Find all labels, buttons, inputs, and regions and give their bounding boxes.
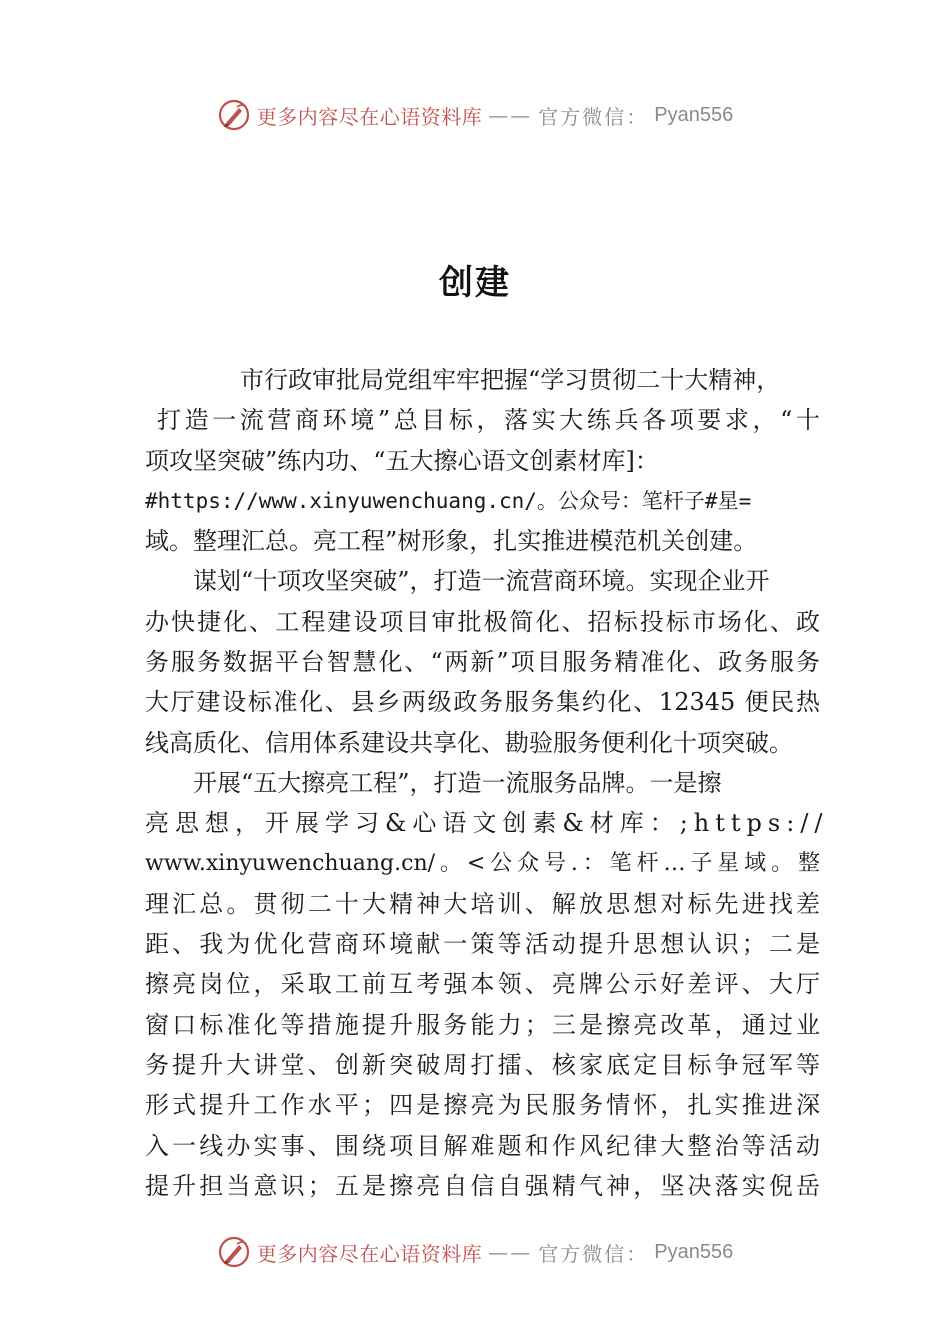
body-line: 打造一流营商环境”总目标，落实大练兵各项要求，“十 bbox=[157, 406, 820, 435]
banner-dash: —— bbox=[488, 1240, 533, 1264]
body-line: 窗口标准化等措施提升服务能力；三是擦亮改革，通过业 bbox=[145, 1010, 820, 1039]
body-line: 形式提升工作水平；四是擦亮为民服务情怀，扎实推进深 bbox=[145, 1091, 820, 1120]
wechat-label: 官方微信： bbox=[538, 1241, 649, 1266]
body-line: #https://www.xinyuwenchuang.cn/。公众号：笔杆子#星= bbox=[145, 488, 752, 513]
body-line: 理汇总。贯彻二十大精神大培训、解放思想对标先进找差 bbox=[145, 889, 820, 918]
body-line: 办快捷化、工程建设项目审批极简化、招标投标市场化、政 bbox=[145, 607, 820, 636]
footer-watermark-banner bbox=[0, 1232, 950, 1272]
body-line: 开展“五大擦亮工程”，打造一流服务品牌。一是擦 bbox=[193, 768, 722, 797]
body-line: 务服务数据平台智慧化、“两新”项目服务精准化、政务服务 bbox=[145, 648, 820, 677]
wechat-id: Pyan556 bbox=[654, 103, 734, 126]
header-watermark-banner bbox=[0, 95, 950, 135]
body-line: 市行政审批局党组牢牢把握“学习贯彻二十大精神， bbox=[240, 366, 781, 394]
document-title: 创建 bbox=[439, 263, 511, 303]
body-line: 线高质化、信用体系建设共享化、勘验服务便利化十项突破。 bbox=[145, 728, 793, 757]
body-line: 务提升大讲堂、创新突破周打擂、核家底定目标争冠军等 bbox=[145, 1051, 820, 1080]
pen-logo-icon bbox=[217, 1235, 251, 1269]
pen-logo-icon bbox=[217, 98, 251, 132]
wechat-label: 官方微信： bbox=[538, 104, 649, 129]
promo-text: 更多内容尽在心语资料库 bbox=[256, 104, 483, 129]
promo-text: 更多内容尽在心语资料库 bbox=[256, 1241, 483, 1266]
body-line: 域。整理汇总。亮工程”树形象，扎实推进模范机关创建。 bbox=[145, 527, 758, 556]
body-line: 项攻坚突破”练内功、“五大擦心语文创素材库]： bbox=[145, 446, 659, 475]
body-line: 入一线办实事、围绕项目解难题和作风纪律大整治等活动 bbox=[145, 1131, 820, 1160]
body-line: 擦亮岗位，采取工前互考强本领、亮牌公示好差评、大厅 bbox=[145, 970, 820, 999]
body-line: 亮思想，开展学习&心语文创素&材库：;https:// bbox=[145, 809, 829, 838]
body-line: 提升担当意识；五是擦亮自信自强精气神，坚决落实倪岳 bbox=[145, 1171, 820, 1200]
body-line: 距、我为优化营商环境献一策等活动提升思想认识；二是 bbox=[145, 930, 820, 959]
body-line: 谋划“十项攻坚突破”，打造一流营商环境。实现企业开 bbox=[193, 567, 770, 596]
wechat-id: Pyan556 bbox=[654, 1240, 734, 1263]
banner-dash: —— bbox=[488, 103, 533, 127]
body-line: 大厅建设标准化、县乡两级政务服务集约化、12345 便民热 bbox=[145, 688, 820, 717]
body-line: www.xinyuwenchuang.cn/。<公众号.：笔杆…子星域。整 bbox=[145, 850, 820, 876]
document-body bbox=[145, 360, 829, 1206]
